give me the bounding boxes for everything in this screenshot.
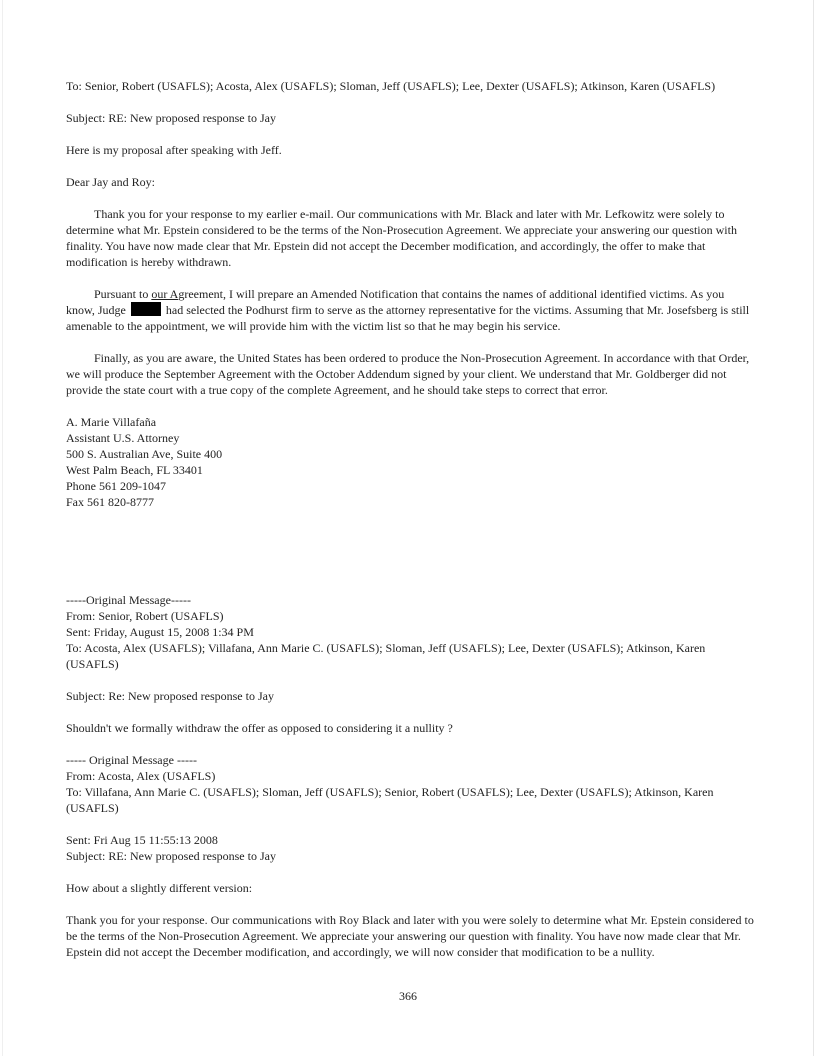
signature-fax: Fax 561 820-8777 [66,495,154,509]
email3-header [66,752,754,816]
email3-sent: Sent: Fri Aug 15 11:55:13 2008 [66,833,218,847]
email3-to: To: Villafana, Ann Marie C. (USAFLS); Sloman, Jeff (USAFLS); Senior, Robert (USAFLS); Lee, Dexter (USAFLS); Atkinson, Karen (USAFLS) [66,785,714,815]
email1-salutation: Dear Jay and Roy: [66,175,155,189]
email1-to: To: Senior, Robert (USAFLS); Acosta, Alex (USAFLS); Sloman, Jeff (USAFLS); Lee, Dexter (USAFLS); Atkinson, Karen (USAFLS) [66,79,716,93]
email-thread [66,78,754,976]
signature-address-line-1: 500 S. Australian Ave, Suite 400 [66,447,223,461]
email1-intro: Here is my proposal after speaking with Jeff. [66,143,282,157]
email2-to: To: Acosta, Alex (USAFLS); Villafana, Ann Marie C. (USAFLS); Sloman, Jeff (USAFLS); Lee, Dexter (USAFLS); Atkinson, Karen (USAFLS) [66,641,706,671]
email3-meta [66,832,754,864]
page-number: 366 [399,989,417,1003]
email3-from: From: Acosta, Alex (USAFLS) [66,769,216,783]
email2-marker: -----Original Message----- [66,593,191,607]
signature-phone: Phone 561 209-1047 [66,479,166,493]
email2-subject: Subject: Re: New proposed response to Jay [66,689,274,703]
email1-subject: Subject: RE: New proposed response to Jay [66,111,276,125]
signature-block [66,414,754,510]
email2-sent: Sent: Friday, August 15, 2008 1:34 PM [66,625,254,639]
email2-header [66,592,754,672]
signature-title: Assistant U.S. Attorney [66,431,180,445]
scan-edge-right [813,0,814,1056]
email1-paragraph-2-end: had selected the Podhurst firm to serve as the attorney representative for the victims. Assuming that Mr. Josefsberg is still amenable to the appointment, we will provide him with the victim list so that he may begin his service. [66,303,750,333]
email1-paragraph-2-underlined: our A [151,287,179,301]
email3-marker: ----- Original Message ----- [66,753,197,767]
email1-paragraph-3: Finally, as you are aware, the United States has been ordered to produce the Non-Prosecution Agreement. In accordance with that Order, we will produce the September Agreement with the October Addendum signed by your client. We understand that Mr. Goldberger did not provide the state court with a true copy of the complete Agreement, and he should take steps to correct that error. [66,351,750,397]
email2-from: From: Senior, Robert (USAFLS) [66,609,224,623]
email1-paragraph-1: Thank you for your response to my earlier e-mail. Our communications with Mr. Black and later with Mr. Lefkowitz were solely to determine what Mr. Epstein considered to be the terms of the Non-Prosecution Agreement. We appreciate your answering our question with finality. You have now made clear that Mr. Epstein did not accept the December modification, and accordingly, the offer to make that modification is hereby withdrawn. [66,207,737,269]
redaction-box [131,302,161,316]
email1-paragraph-2 [66,286,754,334]
email1-paragraph-2-middle: greement, I will prepare an Amended Notification that contains the names of additional identified victims. As you know, Judge [66,287,725,317]
email3-intro: How about a slightly different version: [66,881,253,895]
email3-subject: Subject: RE: New proposed response to Jay [66,849,276,863]
scan-edge-left [2,0,3,1056]
signature-name: A. Marie Villafaña [66,415,157,429]
email2-body: Shouldn't we formally withdraw the offer as opposed to considering it a nullity ? [66,721,453,735]
email3-body: Thank you for your response. Our communications with Roy Black and later with you were solely to determine what Mr. Epstein considered to be the terms of the Non-Prosecution Agreement. We appreciate your answering our question with finality. You have now made clear that Mr. Epstein did not accept the December modification, and accordingly, we will now consider that modification to be a nullity. [66,913,754,959]
signature-address-line-2: West Palm Beach, FL 33401 [66,463,203,477]
email1-paragraph-2-start: Pursuant to [94,287,152,301]
